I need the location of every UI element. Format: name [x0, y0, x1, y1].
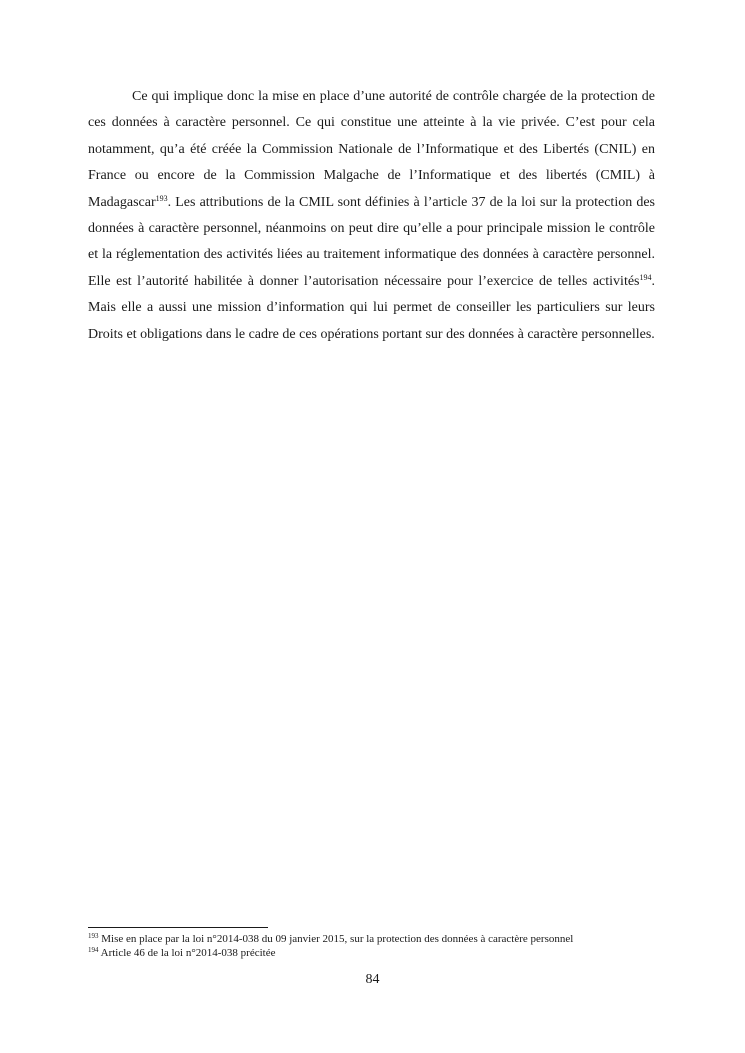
page-number: 84: [365, 972, 380, 987]
footnote-separator: [88, 927, 268, 928]
paragraph-text-part-3: . Mais elle a aussi une mission d’information qui lui permet de conseiller les particuliers sur leurs Droits et obligations dans le cadre de ces opérations portant sur des données à caractère personnelles.: [88, 273, 655, 342]
footnote-193: [88, 932, 688, 946]
footnote-text: Article 46 de la loi n°2014-038 précitée: [98, 947, 276, 959]
paragraph-text-part-2: . Les attributions de la CMIL sont définies à l’article 37 de la loi sur la protection des données à caractère personnel, néanmoins on peut dire qu’elle a pour principale mission le contrôle et la réglementation des activités liées au traitement informatique des données à caractère personnel. Elle est l’autorité habilitée à donner l’autorisation nécessaire pour l’exercice de telles activités: [88, 194, 655, 289]
footnote-194: [88, 946, 688, 960]
footnote-text: Mise en place par la loi n°2014-038 du 09 janvier 2015, sur la protection des données à caractère personnel: [98, 933, 574, 945]
paragraph-text-part-1: Ce qui implique donc la mise en place d’une autorité de contrôle chargée de la protection de ces données à caractère personnel. Ce qui constitue une atteinte à la vie privée. C’est pour cela notamment, qu’a été créée la Commission Nationale de l’Informatique et des Libertés (CNIL) en France ou encore de la Commission Malgache de l’Informatique et des libertés (CMIL) à Madagascar: [88, 89, 655, 210]
body-paragraph: [88, 84, 655, 348]
footnote-reference-193: 193: [155, 193, 168, 203]
footnotes: [88, 932, 688, 960]
footnote-reference-194: 194: [639, 272, 652, 282]
footnote-number: 193: [88, 932, 99, 940]
footnote-number: 194: [88, 946, 99, 954]
